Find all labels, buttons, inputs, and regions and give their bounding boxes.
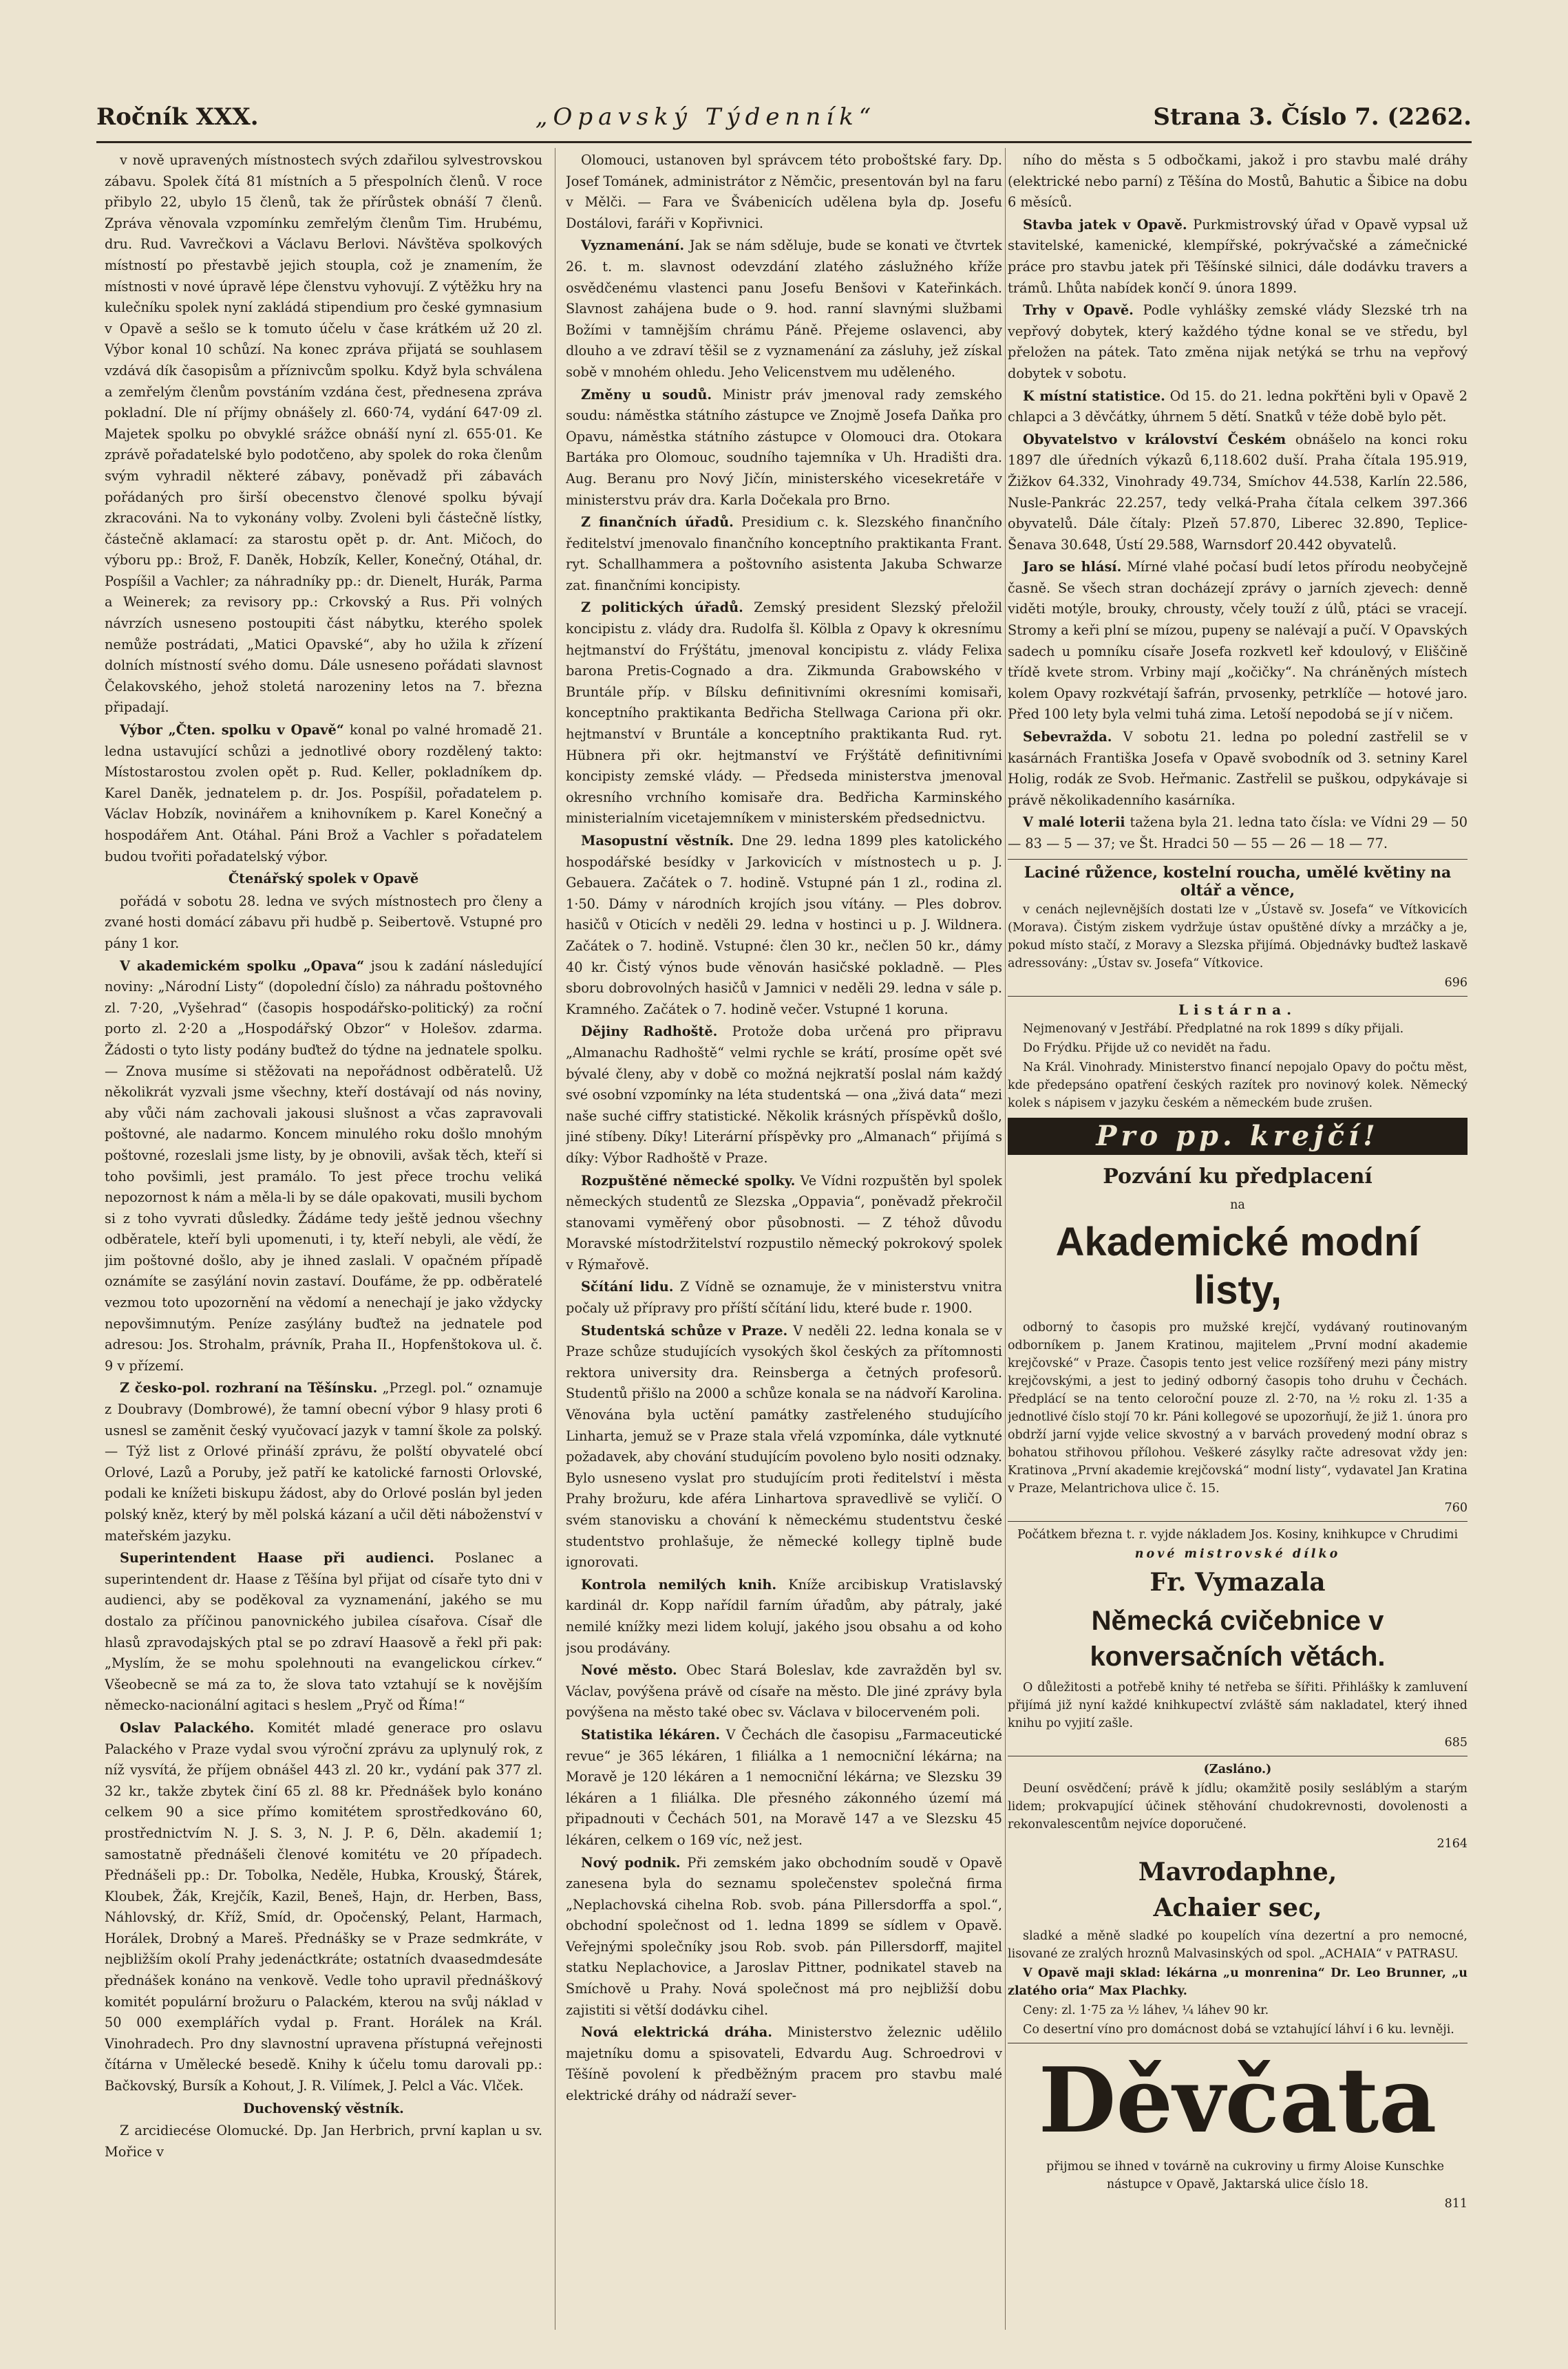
- article-heading: Vyznamenání.: [581, 237, 685, 254]
- article-text: Podle vyhlášky zemské vlády Slezské trh na vepřový dobytek, který každého týdne konal se ve středu, byl přeložen na pátek. Tato změna nijak netýká se trhu na vepřový dobytek v sobotu.: [1008, 302, 1468, 381]
- article-heading: Oslav Palackého.: [120, 1719, 255, 1736]
- article-text: Dne 29. ledna 1899 ples katolického hospodářské besídky v Jarkovicích v místnostech u p. J. Gebauera. Začátek o 7. hodině. Vstupné pán 1 zl., rodina zl. 1·50. Dámy v národních krojích jsou vítány. — Ples dobrov. hasičů v Oticích v neděli 29. ledna v hostinci u p. J. Wildnera. Začátek o 7. hodině. Vstupné: člen 30 kr., nečlen 50 kr., dámy 40 kr. Čistý výnos bude věnován hasičské pokladně. — Ples sboru dobrovolných hasičů v Jamnici v neděli 29. ledna v sále p. Kramného. Začátek o 7. hodině večer. Vstupné 1 koruna.: [566, 833, 1002, 1017]
- divider: [1008, 1521, 1468, 1522]
- article-text: Z arcidiecése Olomucké. Dp. Jan Herbrich, první kaplan u sv. Mořice v: [105, 2123, 542, 2160]
- listarna-heading: Listárna.: [1178, 1001, 1297, 1018]
- advertisement-textbook: [1008, 1526, 1468, 1752]
- article-text: ního do města s 5 odbočkami, jakož i pro stavbu malé dráhy (elektrické nebo parní) z Těšína do Mostů, Bahutic a Šibice na dobu 6 měsíců.: [1008, 152, 1468, 211]
- article-text: Od 15. do 21. ledna pokřtěni byli v Opavě 2 chlapci a 3 děvčátky, úhrnem 5 dětí. Snatků v téže době bylo pět.: [1008, 387, 1468, 425]
- divider: [1008, 996, 1468, 997]
- ad-brand: Achaier sec,: [1153, 1893, 1322, 1922]
- article-heading: Obyvatelstvo v království Českém: [1023, 431, 1286, 447]
- ad-number: 685: [1444, 1735, 1468, 1750]
- ad-note: Co desertní víno pro domácnost dobá se vztahující láhví i 6 ku. levněji.: [1023, 2022, 1454, 2037]
- article-text: Ve Vídni rozpuštěn byl spolek německých studentů ze Slezska „Oppavia“, poněvadž překročil stanovami vyměřený obor působnosti. — Z téhož důvodu Moravské místodržitelství rozpustilo německý pokrokový spolek v Rýmařově.: [566, 1172, 1002, 1273]
- article-heading: Výbor „Čten. spolku v Opavě“: [120, 722, 344, 739]
- article-heading: Z finančních úřadů.: [581, 514, 734, 531]
- article-heading: Dějiny Radhoště.: [581, 1023, 718, 1040]
- article-text: Kníže arcibiskup Vratislavský kardinál dr. Kopp nařídil farním úřadům, aby pátraly, jaké nemilé knížky mezi lidem kolují, jakého jsou obsahu a od koho jsou prodávány.: [566, 1576, 1002, 1656]
- listarna-entry: Nejmenovaný v Jestřábí. Předplatné na rok 1899 s díky přijali.: [1023, 1021, 1404, 1036]
- article-heading: Nové město.: [581, 1662, 677, 1679]
- ad-text: sladké a měně sladké po koupelích vína dezertní a pro nemocné, lisované ze zralých hroznů Malvasinských od spol. „ACHAIA“ v PATRASU.: [1008, 1929, 1468, 1961]
- article-text: V sobotu 21. ledna po polední zastřelil se v kasárnách Františka Josefa v Opavě svobodník od 3. setniny Karel Holig, rodák ze Svob. Heřmanic. Zastřelil se puškou, odpykávaje si právě několikadenního kasárníka.: [1008, 729, 1468, 808]
- column-2: [566, 150, 1002, 2325]
- article-text: pořádá v sobotu 28. ledna ve svých místnostech pro členy a zvané hosti domácí zábavu při hudbě p. Seibertově. Vstupné pro pány 1 kor.: [105, 893, 542, 951]
- article-heading: Jaro se hlásí.: [1023, 559, 1122, 575]
- volume-label: Ročník XXX.: [96, 103, 259, 131]
- listarna-entry: Na Král. Vinohrady. Ministerstvo financí nepojalo Opavy do počtu měst, kde předepsáno opatření českých razítek pro novinový kolek. Německý kolek s nápisem v jazyku českém a německém bude zrušen.: [1008, 1060, 1468, 1110]
- article-heading: V akademickém spolku „Opava“: [120, 957, 365, 974]
- ad-title: Laciné růžence, kostelní roucha, umělé květiny na oltář a věnce,: [1024, 863, 1452, 900]
- article-text: jsou k zadání následující noviny: „Národní Listy“ (dopolední číslo) za náhradu poštovného zl. 7·20, „Vyšehrad“ (časopis hospodářsko-politický) za roční porto zl. 2·20 a „Hospodářský Obzor“ v Holešov. zdarma. Žádosti o tyto listy podány buďtež do týdne na jednatele spolku. — Znova musíme si stěžovati na nepořádnost odběratelů. Už několikrát vyzvali jsme všechny, kteří dostávají od nás noviny, aby vůči nám zachovali jakousi slušnost a včas zapravovali poštovné, ale nadarmo. Koncem minulého roku došlo mnohým poštovné, rozeslali jsme listy, by je obnovili, avšak těch, kteří si toho povšimli, jest pramálo. To jest přece trochu veliká nepozornost k nám a měla-li by se dále opakovati, musili bychom si z toho vyvrati důsledky. Žádáme tedy ještě jednou všechny odběratele, kteří byli upomenuti, i ty, kteří nebyli, ale vědí, že jim poštovné došlo, aby je ihned zaslali. V opačném případě oznámíte se zasýlání novin zastaví. Doufáme, že pp. odběratelé vezmou toto upozornění na vědomí a nenechají je jako vždycky nepovšimnutým. Peníze zasýlány buďtež na jednatele pod adresou: Jos. Strohalm, právník, Praha II., Hopfenštokova ul. č. 9 v přízemí.: [105, 957, 542, 1374]
- ad-pre: Počátkem března t. r. vyjde nákladem Jos. Kosiny, knihkupce v Chrudimi: [1017, 1527, 1459, 1542]
- article-text: „Przegl. pol.“ oznamuje z Doubravy (Dombrowé), že tamní obecní výbor 9 hlasy proti 6 usnesl se zaměnit český vyučovací jazyk v tamní škole za polský. — Týž list z Orlové přináší zprávu, že polští obyvatelé obcí Orlové, Lazů a Poruby, jež patří ke katolické farnosti Orlovské, podali ke knížeti biskupu žádost, aby do Orlové poslán byl jeden polský kněz, který by měl polská kázaní a učil děti náboženství v mateřském jazyku.: [105, 1380, 542, 1544]
- page-number: Strana 3. Číslo 7. (2262.: [1153, 103, 1472, 131]
- article-text: Purkmistrovský úřad v Opavě vypsal už stavitelské, kamenické, klempířské, pokrývačské a zámečnické práce pro stavbu jatek při Těšínské silnici, dále dodávku travers a trámů. Lhůta nabídek končí 9. února 1899.: [1008, 216, 1468, 296]
- advertisement-wine: [1008, 1761, 1468, 2039]
- ad-number: 811: [1444, 2196, 1468, 2211]
- article-text: Komitét mladé generace pro oslavu Palackého v Praze vydal svou výroční zprávu za uplynulý rok, z níž vysvítá, že příjem obnášel 443 zl. 20 kr., vydání pak 377 zl. 32 kr., takže zbytek činí 65 zl. 88 kr. Přednášek bylo konáno celkem 90 a sice přímo komitétem sprostředkováno 60, prostřednictvím N. J. S. 3, N. J. P. 6, Děln. akademií 1; samostatně přednášeli členové komitétu ve 20 případech. Přednášeli pp.: Dr. Tobolka, Neděle, Hubka, Krouský, Štárek, Kloubek, Žák, Krejčík, Kazil, Beneš, Hajn, dr. Herben, Bass, Náhlovský, dr. Kříž, Smíd, dr. Opočenský, Pelant, Harmach, Horálek, Drobný a Mareš. Přednášky se v Praze sedmkráte, v nejbližším okolí Prahy jedenáctkráte; ostatních dvaasedmdesáte přednášek konáno na venkově. Vedle toho upravil přednáškový komitét populární brožuru o Palackém, kterou na svůj náklad v 50 000 exemplářích vydal p. Frant. Horálek na Král. Vinohradech. Pro dny slavnostní upravena přístupná veřejnosti čítárna v Umělecké besedě. Knihy k účelu tomu darovali pp.: Bačkovský, Bursík a Kohout, J. R. Vilímek, J. Pelcl a Vác. Vlček.: [105, 1719, 542, 2094]
- article-text: Jak se nám sděluje, bude se konati ve čtvrtek 26. t. m. slavnost odevzdání zlatého záslužného kříže osvědčenému vlastenci panu Josefu Benšovi v Kateřinkách. Slavnost zahájena bude o 9. hod. ranní slavnými službami Božími v tamnějším chrámu Páně. Přejeme oslavenci, aby dlouho a ve zdraví těšil se z vyznamenání za zásluhy, jež získal sobě v mnohém ohledu. Jeho Velicenstvem mu uděleného.: [566, 237, 1002, 380]
- article-heading: Z česko-pol. rozhraní na Těšínsku.: [120, 1380, 378, 1396]
- article-text: Zemský president Slezský přeložil koncipistu z. vlády dra. Rudolfa šl. Kölbla z Opavy k okresnímu hejtmanství do Frýštátu, jmenoval koncipistu z. vlády Felixa barona Pretis-Cognado a dra. Zikmunda Grabowského v Bruntále příp. v Bílsku definitivními okresními komisaři, konceptního praktikanta Bedřicha Stellwaga Cariona při okr. hejtmanství v Bruntále a konceptního praktikanta Rud. ryt. Hübnera při okr. hejtmanství ve Frýštátě definitivními koncipisty zemské vlády. — Předseda ministerstva jmenoval okresního vrchního komisaře dra. Bedřicha Karminského ministerialním vicetajemníkem v ministerském předsednictvu.: [566, 599, 1002, 827]
- ad-na: na: [1230, 1198, 1245, 1212]
- ad-text: Deuní osvědčení; právě k jídlu; okamžitě posily sesláblým a starým lidem; prokvapující účinek stěhování chudokrevnosti, dovolenosti a rekonvalescentům nejvíce doporučené.: [1008, 1781, 1468, 1831]
- ad-author: Fr. Vymazala: [1149, 1567, 1326, 1597]
- article-heading: Superintendent Haase při audienci.: [120, 1550, 434, 1566]
- article-text: Obec Stará Boleslav, kde zavražděn byl sv. Václav, povýšena právě od císaře na město. Dle jiné zprávy byla povýšena na město také obec sv. Václava v bilocerveném poli.: [566, 1662, 1002, 1721]
- advertisement-girls-wanted: [1008, 2049, 1468, 2213]
- ad-stores: V Opavě maji sklad: lékárna „u monrenina“ Dr. Leo Brunner, „u zlatého oria“ Max Plachky.: [1008, 1966, 1468, 1998]
- article-text: Ministr práv jmenoval rady zemského soudu: náměstka státního zástupce ve Znojmě Josefa Daňka pro Opavu, náměstka státního zástupce v Olomouci dra. Otokara Bartáka pro Olomouc, soudního tajemníka v Uh. Hradišti dra. Aug. Beranu pro Nový Jičín, ministerského vicesekretáře v ministerstvu práv dra. Karla Dočekala pro Brno.: [566, 386, 1002, 508]
- column-1: [105, 150, 542, 2325]
- ad-subtitle: nové mistrovské dílko: [1134, 1547, 1341, 1561]
- divider: [1008, 859, 1468, 860]
- newspaper-title: „Opavský Týdenník“: [535, 103, 877, 131]
- article-heading: Čtenářský spolek v Opavě: [228, 871, 419, 887]
- ad-text: v cenách nejlevnějších dostati lze v „Ústavě sv. Josefa“ ve Vítkovicích (Morava). Čistým ziskem vydržuje ústav opuštěné dívky a mrzáčky a je, pokud místo stačí, z Moravy a Slezska přijímá. Objednávky buďtež laskavě adressovány: „Ústav sv. Josefa“ Vítkovice.: [1008, 902, 1468, 970]
- article-heading: Sčítání lidu.: [581, 1279, 674, 1295]
- ad-pre: Pozvání ku předplacení: [1103, 1164, 1373, 1189]
- ad-number: 696: [1444, 975, 1468, 990]
- article-heading: Masopustní věstník.: [581, 833, 734, 849]
- zaslano-label: (Zasláno.): [1203, 1762, 1272, 1776]
- ad-title: Německá cvičebnice v konversačních větách.: [1090, 1605, 1386, 1672]
- article-text: tažena byla 21. ledna tato čísla: ve Vídni 29 — 50 — 83 — 5 — 37; ve Št. Hradci 50 — 55 — 26 — 18 — 77.: [1008, 814, 1468, 851]
- ad-text: přijmou se ihned v továrně na cukroviny u firmy Aloise Kunschke nástupce v Opavě, Jaktarská ulice číslo 18.: [1046, 2159, 1445, 2191]
- ad-number: 760: [1444, 1500, 1468, 1515]
- article-text: Ministerstvo železnic udělilo majetníku domu a spisovateli, Edvardu Aug. Schroedrovi v Těšíně povolení k předběžným pracem pro stavbu malé elektrické dráhy od nádraží sever-: [566, 2024, 1002, 2104]
- header-rule: [96, 141, 1472, 143]
- advertisement-rosaries: [1008, 864, 1468, 992]
- article-heading: K místní statistice.: [1023, 387, 1165, 404]
- article-heading: Studentská schůze v Praze.: [581, 1322, 788, 1339]
- article-heading: V malé loterii: [1023, 814, 1125, 831]
- ad-text: odborný to časopis pro mužské krejčí, vydávaný routinovaným odborníkem p. Janem Kratinou, majitelem „První modní akademie krejčovské“ v Praze. Časopis tento jest velice rozšířený mezi pány mistry krejčovskými, a jest to jediný odborný časopis toho druhu v Čechách. Předplácí se na tento celoroční pouze zl. 2·70, na ½ roku zl. 1·35 a jednotlivé číslo stojí 70 kr. Páni kollegové se upozorňují, že již 1. února pro obdrží jarní vyjde velice skvostný a v barvách provedený modní obraz s bohatou střihovou přílohou. Veškeré zásylky račte adresovat vždy jen: Kratinova „První akademie krejčovská“ modní listy“, vydavatel Jan Kratina v Praze, Melantrichova ulice č. 15.: [1008, 1320, 1468, 1496]
- article-heading: Z politických úřadů.: [581, 599, 743, 616]
- article-heading: Nový podnik.: [581, 1854, 681, 1871]
- ad-title: Děvčata: [1038, 2047, 1437, 2153]
- article-text: v nově upravených místnostech svých zdařilou sylvestrovskou zábavu. Spolek čítá 81 místních a 5 přespolních členů. V roce přibylo 22, ubylo 15 členů, tak že přírůstek obnáší 7 členů. Zpráva věnovala vzpomínku zemřelým členům Tim. Hrubému, dru. Rud. Vavrečkovi a Václavu Berlovi. Návštěva spolkových místností po přestavbě jejich stoupla, což je znamením, že místnosti v nové úpravě lépe členstvu vyhovují. Z výtěžku hry na kulečníku spolek nyní zakládá stipendium pro české gymnasium v Opavě a sešlo se k tomuto účelu v čase krátkém už 20 zl. Výbor konal 10 schůzí. Na konec zpráva přijatá se souhlasem vzdává dík časopisům a příznivcům spolku. Když byla schválena a zemřelým členům povstáním vzdána čest, přednesena zpráva pokladní. Dle ní příjmy obnášely zl. 660·74, vydání 647·09 zl. Majetek spolku po obvyklé srážce obnáší nyní zl. 655·01. Ke zprávě pořadatelské bylo podotčeno, aby spolek do roka členům svým vyhradil některé zábavy, poněvadž při zábavách pořádaných pro širší obecenstvo členové spolku bývají zkracováni. Na to vykonány volby. Zvoleni byli částečně lístky, částečně aklamací: za starostu opět p. dr. Ant. Mičoch, do výboru pp.: Brož, F. Daněk, Hobzík, Keller, Konečný, Otáhal, dr. Pospíšil a Vachler; za náhradníky pp.: dr. Dienelt, Hurák, Parma a Weinerek; za revisory pp.: Crkovský a Rus. Při volných návrzích usneseno postoupiti část nábytku, kterého spolek nemůže postrádati, „Matici Opavské“, aby ho užila k zřízení dolních místností svého domu. Dále usneseno pořádati slavnost Čelakovského, jehož stoletá narozeniny letos na 7. března připadají.: [105, 152, 542, 716]
- article-text: V neděli 22. ledna konala se v Praze schůze studujících vysokých škol českých za přítomnosti rektora university dra. Reinsberga a četných profesorů. Studentů přišlo na 2000 a schůze konala se na nádvoří Karolina. Věnována byla uctění památky zastřeleného studujícího Linharta, jemuž se v Praze stala vřelá vzpomínka, dále vytknuté požadavek, aby chování studujícím povoleno bylo nositi odznaky. Bylo usneseno vyslat pro studujícím proti ředitelství i města Prahy brožuru, kde aféra Linhartova spravedlivě se vyličí. O svém stanovisku a chování k německému studentstvu české studentstvo prohlašuje, že německé kollegy tiplně bude ignorovati.: [566, 1322, 1002, 1571]
- article-heading: Sebevražda.: [1023, 729, 1112, 745]
- advertisement-fashion-journal: [1008, 1160, 1468, 1517]
- page-header: [96, 103, 1472, 145]
- article-text: Poslanec a superintendent dr. Haase z Těšína byl přijat od císaře tyto dni v audienci, aby se poděkoval za vyznamenání, jakého se mu dostalo za příčinou panovnického jubilea císařova. Císař dle hlasů zpravodajských ptal se po zdraví Haasově a řekl při pak: „Myslím, že se mohu spolehnouti na evangelickou církev.“ Všeobecně se má za to, že slova tato vztahují se k novějším německo-nacionální agitaci s heslem „Pryč od Říma!“: [105, 1550, 542, 1714]
- article-text: konal po valné hromadě 21. ledna ustavující schůzi a jednotlivé obory rozdělený takto: Místostarostou zvolen opět p. Rud. Keller, pokladníkem dp. Karel Daněk, jednatelem p. dr. Jos. Pospíšil, pořadatelem p. Václav Hobzík, novinářem a knihovníkem p. Karel Konečný a hospodářem Ant. Otáhal. Páni Brož a Vachler s pořadatelem budou tvořiti pořadatelský výbor.: [105, 722, 542, 864]
- article-text: Mírné vlahé počasí budí letos přírodu neobyčejně časně. Se všech stran docházejí zprávy o jarních zjevech: denně viděti motýle, brouky, chrousty, včely touží z úlů, ptáci se vracejí. Stromy a keři plní se mízou, pupeny se nalévají a pučí. V Opavských sadech u pomníku císaře Josefa rozkvetl keř kdoulový, v Eliščině třídě kvete strom. Vrbiny mají „kočičky“. Na chráněných místech kolem Opavy rozkvétají šafrán, prvosenky, petrklíče — hotové jaro. Před 100 lety byla velmi tuhá zima. Letoší nepodobá se jí v ničem.: [1008, 559, 1468, 723]
- article-heading: Stavba jatek v Opavě.: [1023, 216, 1187, 233]
- article-text: V Čechách dle časopisu „Farmaceutické revue“ je 365 lékáren, 1 filiálka a 1 nemocniční lékárna; na Moravě je 120 lékáren a 1 nemocniční lékárna; ve Slezsku 39 lékáren a 1 filiálka. Dle přesného zákonného území má připadnouti v Čechách 501, na Moravě 147 a ve Slezsku 45 lékáren, celkem o 169 víc, než jest.: [566, 1726, 1002, 1848]
- tailors-banner: Pro pp. krejčí!: [1008, 1118, 1468, 1155]
- article-heading: Nová elektrická dráha.: [581, 2024, 772, 2041]
- article-heading: Kontrola nemilých knih.: [581, 1576, 777, 1593]
- article-text: obnášelo na konci roku 1897 dle úředních výkazů 6,118.602 duší. Praha čítala 195.919, Žižkov 64.332, Vinohrady 49.734, Smíchov 44.538, Karlín 22.586, Nusle-Pankrác 22.257, tedy velká-Praha čítala celkem 397.366 obyvatelů. Dále čítaly: Plzeň 57.870, Liberec 32.890, Teplice-Šenava 30.648, Ústí 29.588, Warnsdorf 20.442 obyvatelů.: [1008, 431, 1468, 553]
- article-heading: Duchovenský věstník.: [243, 2100, 404, 2116]
- article-text: Presidium c. k. Slezského finančního ředitelství jmenovalo finančního konceptního praktikanta Frant. ryt. Schallhammera a poštovního asistenta Jakuba Schwarze zat. finančními koncipisty.: [566, 514, 1002, 593]
- article-heading: Statistika lékáren.: [581, 1726, 721, 1743]
- article-heading: Trhy v Opavě.: [1023, 302, 1134, 319]
- ad-title: Akademické modní listy,: [1055, 1219, 1420, 1313]
- article-heading: Rozpuštěné německé spolky.: [581, 1172, 796, 1189]
- ad-number: 2164: [1437, 1836, 1468, 1851]
- ad-brand: Mavrodaphne,: [1138, 1857, 1337, 1887]
- ad-price: Ceny: zl. 1·75 za ½ láhev, ¼ láhev 90 kr.: [1023, 2003, 1269, 2017]
- article-text: Při zemském jako obchodním soudě v Opavě zanesena byla do seznamu společenstev společná firma „Neplachovská cihelna Rob. svob. pána Pillersdorffa a spol.“, obchodní společnost od 1. ledna 1899 se sídlem v Opavě. Veřejnými společníky jsou Rob. svob. pán Pillersdorff, majitel statku Neplachovice, a Jaroslav Pittner, podnikatel staveb na Smíchově u Prahy. Nová společnost má pro nejbližší dobu zajistiti si větší dodávku cihel.: [566, 1854, 1002, 2018]
- column-3: [1008, 150, 1468, 2325]
- listarna-section: [1008, 1001, 1468, 1112]
- column-divider: [1005, 148, 1006, 2330]
- article-text: Z Vídně se oznamuje, že v ministerstvu vnitra počaly už přípravy pro příští sčítání lidu, které bude r. 1900.: [566, 1279, 1002, 1317]
- article-text: Protože doba určená pro připravu „Almanachu Radhoště“ velmi rychle se krátí, prosíme opět své bývalé členy, aby v době co možná nejkratší poslal nám každý své osobní vzpomínky na léta studentská — ona „živá data“ mezi naše suché ciffry statistické. Několik krásných příspěvků došlo, jiné stíbeny. Díky! Literární příspěvky pro „Almanach“ přijímá s díky: Výbor Radhoště v Praze.: [566, 1023, 1002, 1166]
- listarna-entry: Do Frýdku. Přijde už co nevidět na řadu.: [1023, 1041, 1271, 1055]
- article-heading: Změny u soudů.: [581, 386, 712, 403]
- ad-text: O důležitosti a potřebě knihy té netřeba se šířiti. Přihlášky k zamluvení přijímá již nyní každé knihkupectví zvláště sám nakladatel, který ihned knihu po vyjití zašle.: [1008, 1680, 1468, 1730]
- article-text: Olomouci, ustanoven byl správcem této proboštské fary. Dp. Josef Tománek, administrátor z Němčic, presentován byl na faru v Mělči. — Fara ve Švábenicích udělena byla dp. Josefu Dostálovi, faráři v Kopřivnici.: [566, 152, 1002, 231]
